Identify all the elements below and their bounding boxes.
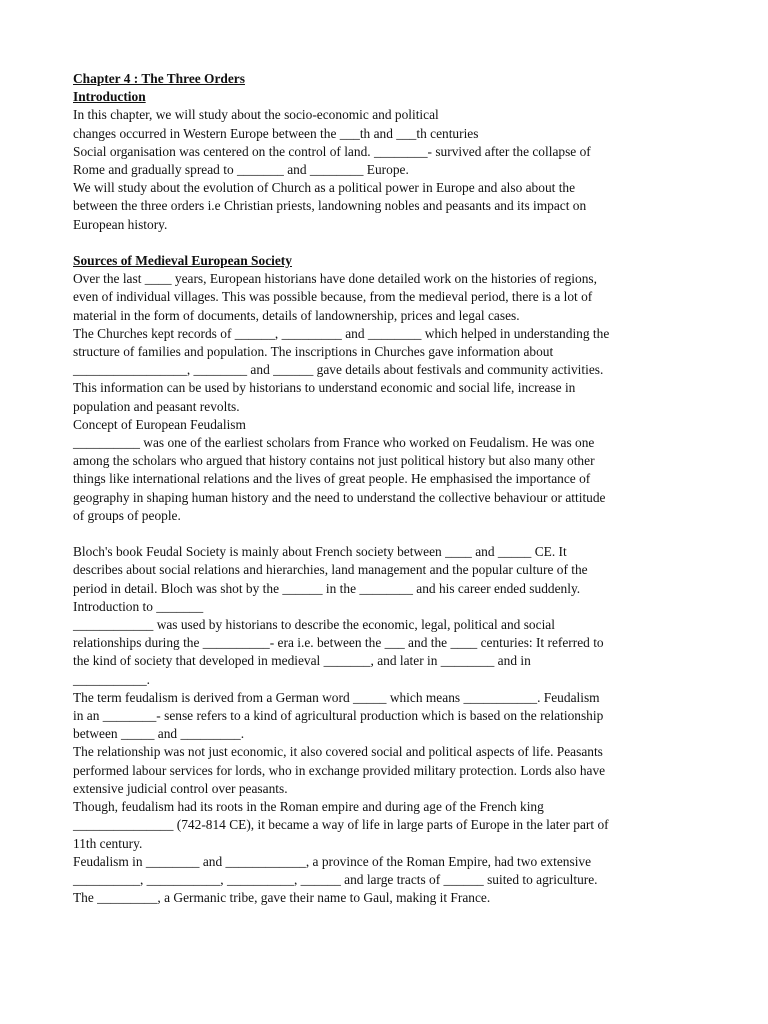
text-line: performed labour services for lords, who in exchange provided military protection. Lords also have (73, 762, 606, 778)
text-line: _______________ (742-814 CE), it became a way of life in large parts of Europe in the later part of (73, 817, 609, 833)
sources-section (73, 270, 708, 525)
text-line: in an ________- sense refers to a kind of agricultural production which is based on the relationship (73, 708, 604, 724)
text-line: among the scholars who argued that history contains not just political history but also many other (73, 453, 595, 469)
text-line: Over the last ____ years, European historians have done detailed work on the histories of regions, (73, 271, 597, 287)
text-line: 11th century. (73, 835, 143, 851)
text-line: European history. (73, 216, 168, 232)
text-line: In this chapter, we will study about the socio-economic and political (73, 107, 439, 123)
text-line: The relationship was not just economic, it also covered social and political aspects of life. Peasants (73, 744, 603, 760)
text-line: population and peasant revolts. (73, 398, 240, 414)
text-line: describes about social relations and hierarchies, land management and the popular culture of the (73, 562, 588, 578)
sources-heading: Sources of Medieval European Society (73, 253, 292, 269)
text-line: The term feudalism is derived from a German word _____ which means ___________. Feudalism (73, 689, 600, 705)
subheading-introduction-to: Introduction to _______ (73, 598, 204, 614)
text-line: Bloch's book Feudal Society is mainly about French society between ____ and _____ CE. It (73, 544, 567, 560)
text-line: The _________, a Germanic tribe, gave their name to Gaul, making it France. (73, 890, 491, 906)
bloch-section (73, 543, 708, 907)
text-line: changes occurred in Western Europe between the ___th and ___th centuries (73, 125, 479, 141)
text-line: __________, ___________, __________, ______ and large tracts of ______ suited to agriculture. (73, 871, 598, 887)
text-line: of groups of people. (73, 507, 181, 523)
paragraph-spacer (73, 525, 708, 543)
text-line: even of individual villages. This was possible because, from the medieval period, there is a lot of (73, 289, 593, 305)
text-line: __________ was one of the earliest scholars from France who worked on Feudalism. He was one (73, 435, 595, 451)
text-line: extensive judicial control over peasants. (73, 780, 288, 796)
text-line: between _____ and _________. (73, 726, 245, 742)
text-line: material in the form of documents, details of landownership, prices and legal cases. (73, 307, 520, 323)
text-line: The Churches kept records of ______, _________ and ________ which helped in understanding the (73, 325, 610, 341)
text-line: the kind of society that developed in medieval _______, and later in ________ and in (73, 653, 531, 669)
chapter-title: Chapter 4 : The Three Orders (73, 71, 245, 86)
introduction-heading: Introduction (73, 89, 146, 105)
text-line: Though, feudalism had its roots in the Roman empire and during age of the French king (73, 799, 544, 815)
text-line: We will study about the evolution of Church as a political power in Europe and also about the (73, 180, 576, 196)
text-line: This information can be used by historians to understand economic and social life, increase in (73, 380, 576, 396)
text-line: structure of families and population. The inscriptions in Churches gave information about (73, 344, 554, 360)
text-line: Rome and gradually spread to _______ and ________ Europe. (73, 162, 409, 178)
text-line: Social organisation was centered on the control of land. ________- survived after the collapse of (73, 143, 591, 159)
paragraph-spacer (73, 234, 708, 252)
text-line: _________________, ________ and ______ gave details about festivals and community activities. (73, 362, 604, 378)
text-line: Feudalism in ________ and ____________, a province of the Roman Empire, had two extensive (73, 853, 592, 869)
text-line: things like international relations and the lives of great people. He emphasised the importance of (73, 471, 591, 487)
text-line: ____________ was used by historians to describe the economic, legal, political and social (73, 617, 555, 633)
text-line: relationships during the __________- era i.e. between the ___ and the ____ centuries: It referred to (73, 635, 604, 651)
subheading-feudalism: Concept of European Feudalism (73, 416, 246, 432)
text-line: geography in shaping human history and the need to understand the collective behaviour or attitude (73, 489, 606, 505)
text-line: between the three orders i.e Christian priests, landowning nobles and peasants and its impact on (73, 198, 587, 214)
text-line: period in detail. Bloch was shot by the ______ in the ________ and his career ended suddenly. (73, 580, 581, 596)
introduction-section (73, 106, 708, 233)
text-line: ___________. (73, 671, 150, 687)
